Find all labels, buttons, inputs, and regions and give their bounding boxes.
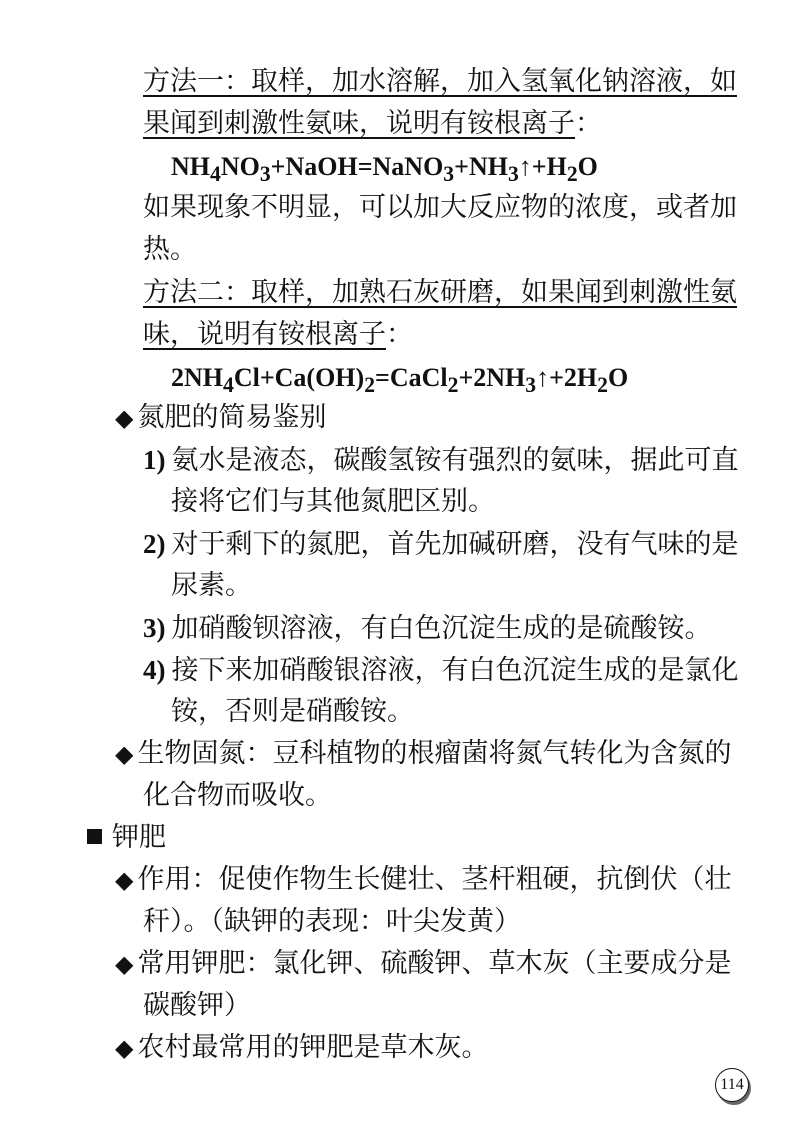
potash-effect: [115, 860, 731, 900]
identify-title: 氮肥的简易鉴别: [137, 402, 327, 433]
method2-line2-text: 味，说明有铵根离子: [143, 319, 386, 350]
identify-item-1-cont: 接将它们与其他氮肥区别。: [171, 486, 495, 517]
identify-item-2-cont: 尿素。: [171, 570, 252, 601]
item-text: 加硝酸钡溶液，有白色沉淀生成的是硫酸铵。: [171, 613, 712, 644]
identify-item-3: [143, 608, 712, 648]
rural-text: 农村最常用的钾肥是草木灰。: [137, 1032, 489, 1063]
method2-line1: 方法二：取样，加熟石灰研磨，如果闻到刺激性氨: [143, 277, 737, 308]
item-number: 2): [143, 529, 166, 559]
method1-line2-text: 果闻到刺激性氨味，说明有铵根离子: [143, 108, 575, 139]
diamond-bullet-icon: ◆: [115, 740, 134, 768]
identify-item-4: [143, 650, 739, 690]
diamond-bullet-icon: ◆: [115, 404, 134, 432]
method1-colon: ：: [575, 108, 602, 139]
potash-common: [115, 944, 731, 984]
identify-item-1: [143, 440, 739, 480]
page-number: 114: [715, 1068, 749, 1102]
potash-effect-cont: 秆）。（缺钾的表现：叶尖发黄）: [143, 906, 521, 937]
identify-heading: [115, 398, 326, 438]
item-text: 对于剩下的氮肥，首先加碱研磨，没有气味的是: [171, 529, 739, 560]
potash-heading: [87, 818, 166, 858]
item-text: 氨水是液态，碳酸氢铵有强烈的氨味，据此可直: [171, 445, 739, 476]
equation-1: $NH_4NO_3+NaOH=NaNO_3+NH_3↑+H_2O$: [171, 152, 598, 187]
note1-line2: 热。: [143, 234, 197, 265]
diamond-bullet-icon: ◆: [115, 1034, 134, 1062]
potash-rural: [115, 1028, 488, 1068]
potash-common-cont: 碳酸钾）: [143, 990, 251, 1021]
bio-fixation-cont: 化合物而吸收。: [143, 780, 332, 811]
item-number: 1): [143, 445, 166, 475]
item-number: 3): [143, 613, 166, 643]
bio-text: 生物固氮：豆科植物的根瘤菌将氮气转化为含氮的: [137, 738, 732, 769]
item-number: 4): [143, 655, 166, 685]
method1-line1: 方法一：取样，加水溶解，加入氢氧化钠溶液，如: [143, 66, 737, 97]
identify-item-4-cont: 铵，否则是硝酸铵。: [171, 696, 414, 727]
method2-colon: ：: [386, 319, 413, 350]
equation-2: $2NH_4Cl+Ca(OH)_2=CaCl_2+2NH_3↑+2H_2O$: [171, 363, 629, 398]
method1-line2: [143, 104, 602, 144]
item-text: 接下来加硝酸银溶液，有白色沉淀生成的是氯化: [171, 655, 739, 686]
identify-item-2: [143, 524, 739, 564]
diamond-bullet-icon: ◆: [115, 866, 134, 894]
effect-text: 作用：促使作物生长健壮、茎杆粗硬，抗倒伏（壮: [137, 864, 732, 895]
common-text: 常用钾肥：氯化钾、硫酸钾、草木灰（主要成分是: [137, 948, 732, 979]
diamond-bullet-icon: ◆: [115, 950, 134, 978]
note1-line1: 如果现象不明显，可以加大反应物的浓度，或者加: [143, 192, 737, 223]
method2-line2: [143, 315, 413, 355]
square-bullet-icon: [87, 829, 102, 844]
bio-fixation: [115, 734, 731, 774]
potash-title: 钾肥: [112, 822, 166, 853]
